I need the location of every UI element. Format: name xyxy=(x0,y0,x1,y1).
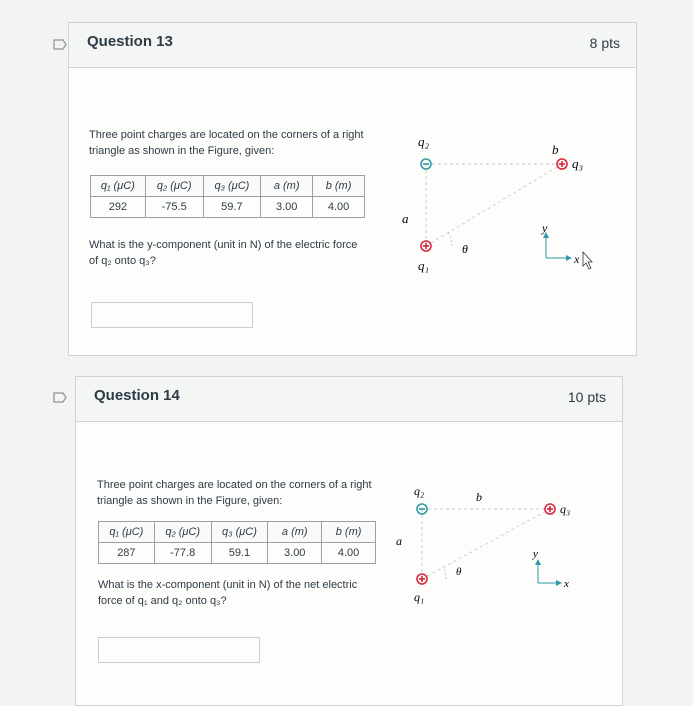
label-theta: θ xyxy=(456,566,462,578)
value-q2: -77.8 xyxy=(154,543,211,564)
value-a: 3.00 xyxy=(268,543,322,564)
col-q1: q₁ (μC) xyxy=(99,522,155,543)
value-b: 4.00 xyxy=(322,543,376,564)
label-a: a xyxy=(396,534,402,548)
charge-triangle-figure xyxy=(394,128,634,298)
col-a: a (m) xyxy=(268,522,322,543)
question-prompt: Three point charges are located on the corners of a right triangle as shown in the Figure, given: xyxy=(89,129,364,157)
question-title: Question 13 xyxy=(87,33,173,50)
question-prompt: Three point charges are located on the corners of a right triangle as shown in the Figure, given: xyxy=(97,479,372,507)
col-b: b (m) xyxy=(313,176,365,197)
axis-label-y: y xyxy=(542,221,548,235)
value-q1: 292 xyxy=(91,197,146,218)
charge-q2-negative-icon xyxy=(421,159,431,169)
axis-label-x: x xyxy=(564,578,569,590)
axes-icon xyxy=(543,232,572,261)
col-a: a (m) xyxy=(261,176,313,197)
value-b: 4.00 xyxy=(313,197,365,218)
question-header xyxy=(76,377,622,422)
label-q1: q₁ xyxy=(418,258,430,273)
label-b: b xyxy=(476,490,482,504)
label-a: a xyxy=(402,211,409,226)
label-b: b xyxy=(552,142,559,157)
question-title: Question 14 xyxy=(94,387,180,404)
answer-input[interactable] xyxy=(91,302,253,328)
given-values-table xyxy=(98,521,376,564)
col-q3: q₃ (μC) xyxy=(203,176,261,197)
col-q3: q₃ (μC) xyxy=(211,522,268,543)
charge-q2-negative-icon xyxy=(417,504,427,514)
col-q2: q₂ (μC) xyxy=(154,522,211,543)
table-header-row xyxy=(99,522,376,543)
charge-triangle-figure xyxy=(386,477,616,612)
bookmark-icon[interactable] xyxy=(53,39,67,50)
value-q1: 287 xyxy=(99,543,155,564)
value-a: 3.00 xyxy=(261,197,313,218)
mouse-cursor-icon xyxy=(583,252,592,269)
label-q2: q₂ xyxy=(414,484,425,498)
question-header xyxy=(69,23,636,68)
axes-icon xyxy=(535,559,562,586)
question-text: What is the x-component (unit in N) of the net electric force of q₁ and q₂ onto q₃? xyxy=(98,579,358,607)
axis-label-y: y xyxy=(533,548,538,560)
bookmark-icon[interactable] xyxy=(53,392,67,403)
label-q3: q₃ xyxy=(560,502,571,516)
table-header-row xyxy=(91,176,365,197)
axis-label-x: x xyxy=(574,252,580,266)
given-values-table xyxy=(90,175,365,218)
charge-q3-positive-icon xyxy=(545,504,555,514)
table-row xyxy=(91,197,365,218)
question-14-card xyxy=(75,376,623,706)
col-q1: q₁ (μC) xyxy=(91,176,146,197)
col-q2: q₂ (μC) xyxy=(145,176,203,197)
col-b: b (m) xyxy=(322,522,376,543)
value-q3: 59.1 xyxy=(211,543,268,564)
table-row xyxy=(99,543,376,564)
answer-input[interactable] xyxy=(98,637,260,663)
value-q2: -75.5 xyxy=(145,197,203,218)
label-q2: q₂ xyxy=(418,134,430,149)
label-q3: q₃ xyxy=(572,156,584,171)
question-13-card xyxy=(68,22,637,356)
question-points: 8 pts xyxy=(589,35,620,51)
value-q3: 59.7 xyxy=(203,197,261,218)
label-theta: θ xyxy=(462,242,468,256)
question-points: 10 pts xyxy=(567,389,606,405)
question-text: What is the y-component (unit in N) of the electric force of q₂ onto q₃? xyxy=(89,239,358,267)
label-q1: q₁ xyxy=(414,590,425,604)
